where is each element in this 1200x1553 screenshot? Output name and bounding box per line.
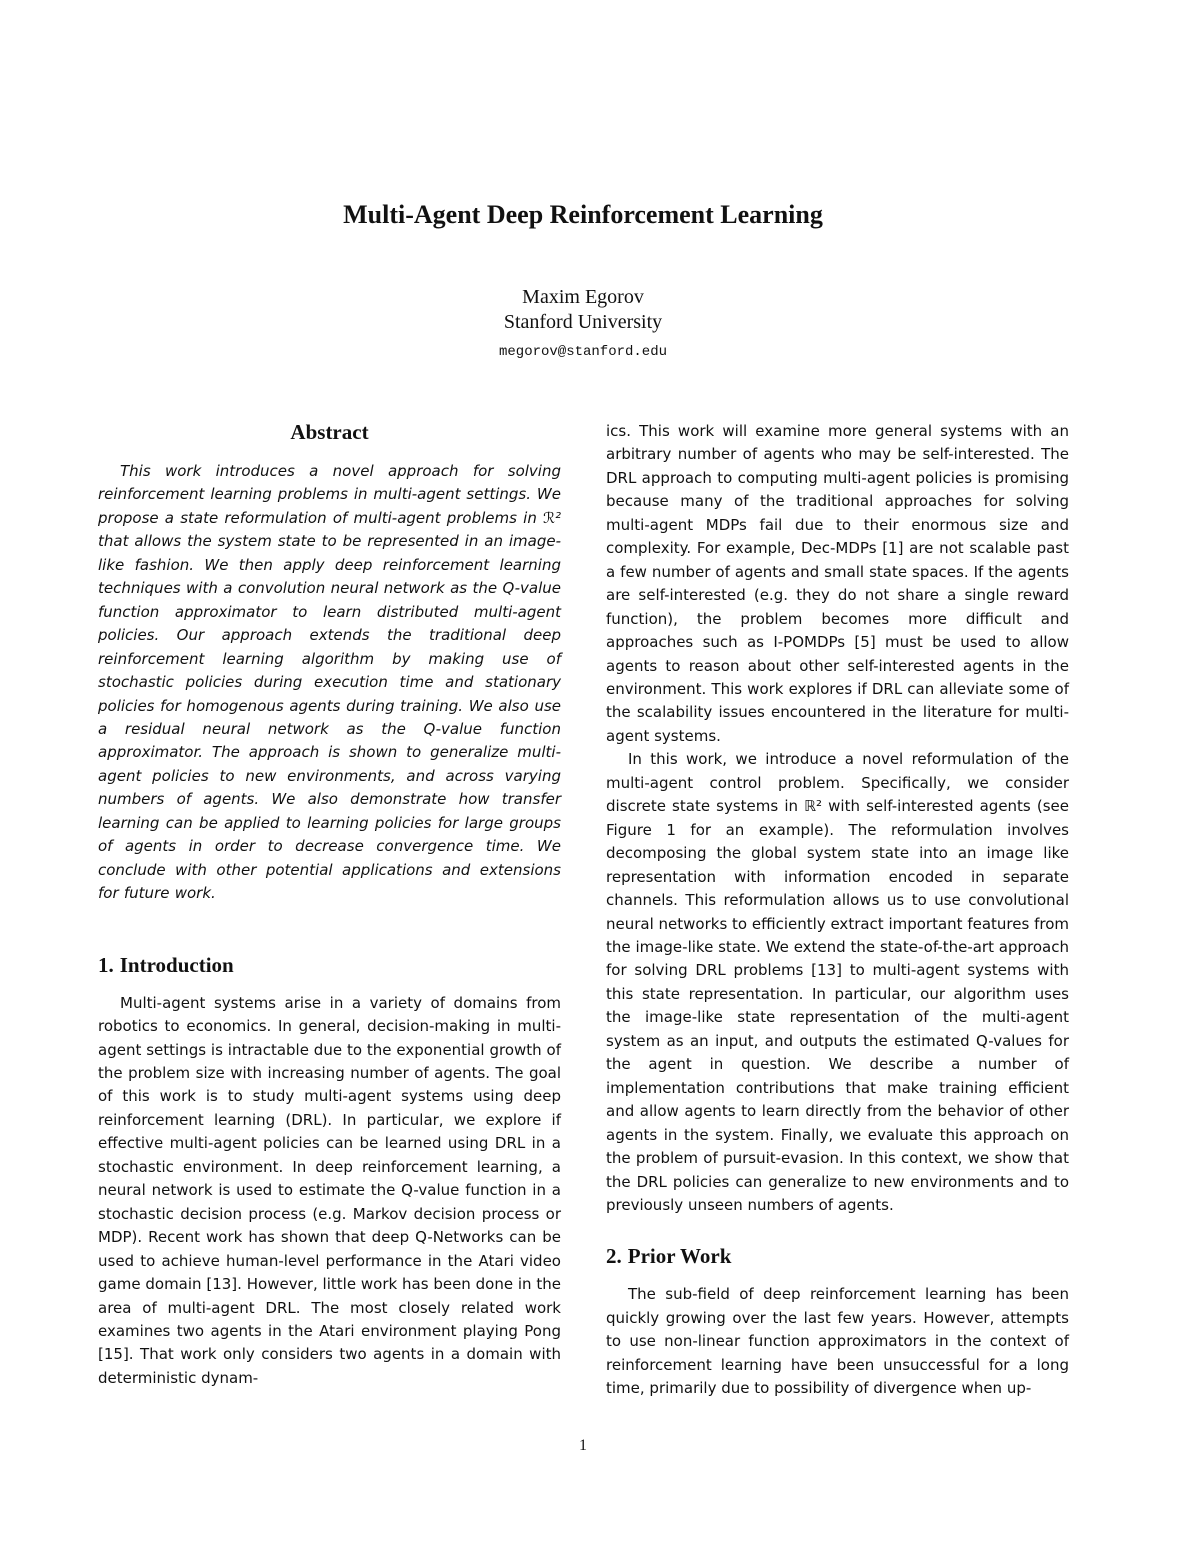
introduction-paragraph-2: In this work, we introduce a novel reformulation of the multi-agent control problem. Specifically, we consider discrete state systems in ℝ² with self-interested agents (see Figure 1 for an example). The reformulation involves decomposing the global system state into an image like representation with information encoded in separate channels. This reformulation allows us to use convolutional neural networks to efficiently extract important features from the image-like state. We extend the state-of-the-art approach for solving DRL problems [13] to multi-agent systems with this state representation. In particular, our algorithm uses the image-like state representation of the multi-agent system as an input, and outputs the estimated Q-values for the agent in question. We describe a number of implementation contributions that make training efficient and allow agents to learn directly from the behavior of other agents in the system. Finally, we evaluate this approach on the problem of pursuit-evasion. In this context, we show that the DRL policies can generalize to new environments and to previously unseen numbers of agents. xyxy=(606,750,1069,1214)
prior-work-paragraph-1: The sub-field of deep reinforcement learning has been quickly growing over the last few years. However, attempts to use non-linear function approximators in the context of reinforcement learning have been unsuccessful for a long time, primarily due to possibility of divergence when up- xyxy=(606,1285,1069,1398)
author-name: Maxim Egorov xyxy=(522,286,644,308)
author-affiliation: Stanford University xyxy=(503,311,663,333)
author-email: megorov@stanford.edu xyxy=(498,344,668,360)
page-number: 1 xyxy=(579,1437,587,1454)
introduction-paragraph-1: Multi-agent systems arise in a variety of domains from robotics to economics. In general, decision-making in multi-agent settings is intractable due to the exponential growth of the problem size with increasing number of agents. The goal of this work is to study multi-agent systems using deep reinforcement learning (DRL). In particular, we explore if effective multi-agent policies can be learned using DRL in a stochastic environment. In deep reinforcement learning, a neural network is used to estimate the Q-value function in a stochastic decision process (e.g. Markov decision process or MDP). Recent work has shown that deep Q-Networks can be used to achieve human-level performance in the Atari video game domain [13]. However, little work has been done in the area of multi-agent DRL. The most closely related work examines two agents in the Atari environment playing Pong [15]. That work only considers two agents in a domain with deterministic dynam- xyxy=(98,993,561,1387)
abstract-heading: Abstract xyxy=(290,420,369,444)
prior-work-number: 2. xyxy=(606,1244,622,1269)
prior-work-heading xyxy=(606,1243,1069,1269)
right-column xyxy=(606,420,1069,1401)
introduction-number: 1. xyxy=(98,952,114,977)
abstract-body: This work introduces a novel approach for solving reinforcement learning problems in multi-agent settings. We propose a state reformulation of multi-agent problems in ℛ² that allows the system state to be represented in an image-like fashion. We then apply deep reinforcement learning techniques with a convolution neural network as the Q-value function approximator to learn distributed multi-agent policies. Our approach extends the traditional deep reinforcement learning algorithm by making use of stochastic policies during execution time and stationary policies for homogenous agents during training. We also use a residual neural network as the Q-value function approximator. The approach is shown to generalize multi-agent policies to new environments, and across varying numbers of agents. We also demonstrate how transfer learning can be applied to learning policies for large groups of agents in order to decrease convergence time. We conclude with other potential applications and extensions for future work. xyxy=(98,462,561,903)
prior-work-title: Prior Work xyxy=(627,1244,732,1269)
left-column xyxy=(98,420,561,1390)
introduction-heading xyxy=(98,952,561,978)
introduction-title: Introduction xyxy=(119,952,234,977)
paper-title: Multi-Agent Deep Reinforcement Learning xyxy=(343,200,823,229)
introduction-paragraph-1-continued: ics. This work will examine more general systems with an arbitrary number of agents who may be self-interested. The DRL approach to computing multi-agent policies is promising because many of the traditional approaches for solving multi-agent MDPs fail due to their enormous size and complexity. For example, Dec-MDPs [1] are not scalable past a few number of agents and small state spaces. If the agents are self-interested (e.g. they do not share a single reward function), the problem becomes more difficult and approaches such as I-POMDPs [5] must be used to allow agents to reason about other self-interested agents in the environment. This work explores if DRL can alleviate some of the scalability issues encountered in the literature for multi-agent systems. xyxy=(606,422,1069,745)
